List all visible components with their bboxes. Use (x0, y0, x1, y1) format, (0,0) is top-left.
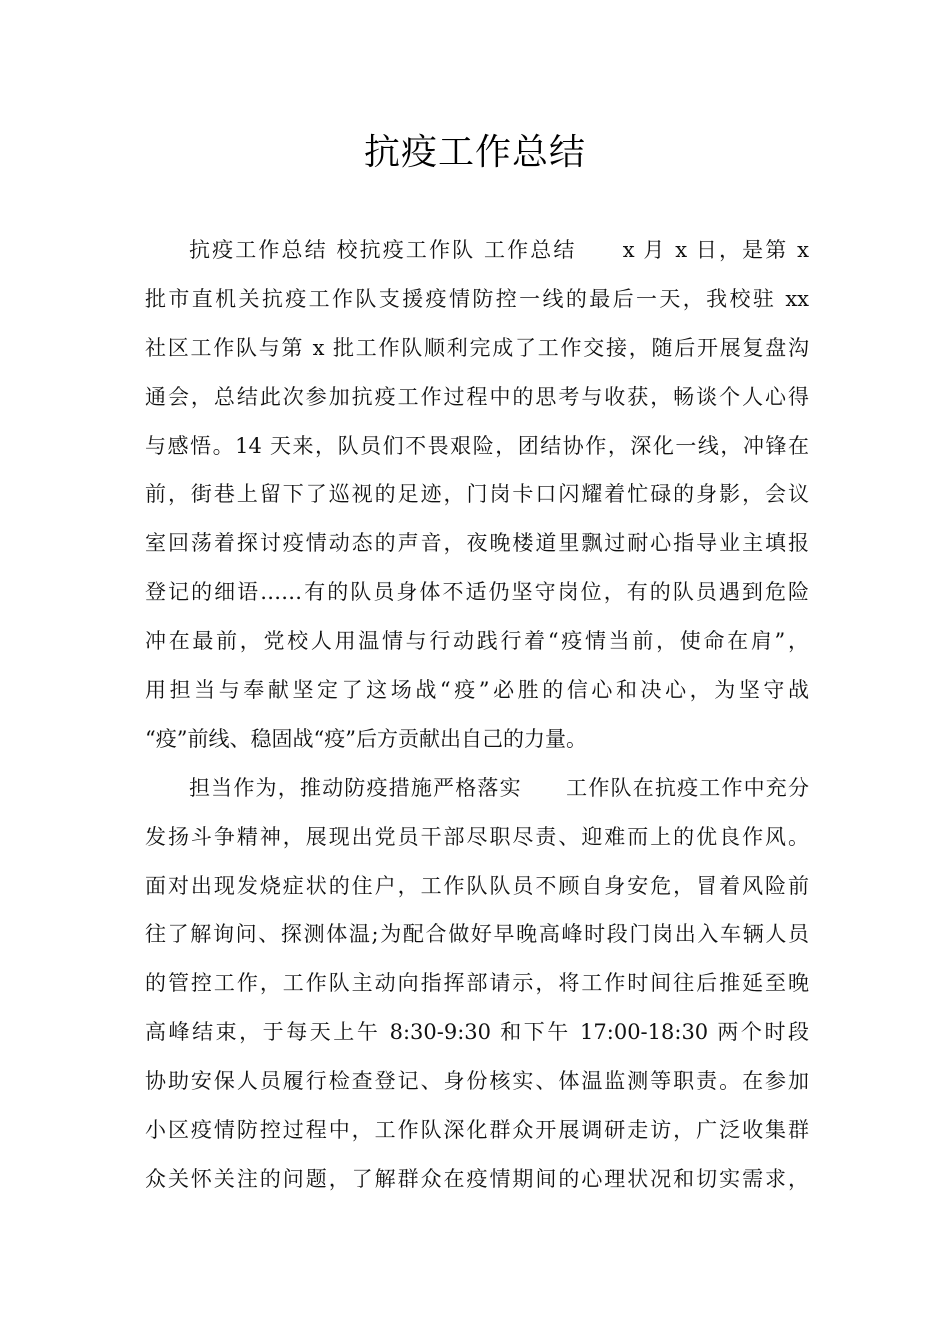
body-line: 众关怀关注的问题，了解群众在疫情期间的心理状况和切实需求， (145, 1166, 809, 1191)
document-body (145, 226, 809, 1204)
body-line: 与感悟。14 天来，队员们不畏艰险，团结协作，深化一线，冲锋在 (145, 433, 809, 458)
body-line: 小区疫情防控过程中，工作队深化群众开展调研走访，广泛收集群 (145, 1118, 809, 1143)
document-title: 抗疫工作总结 (363, 132, 586, 173)
body-line: 发扬斗争精神，展现出党员干部尽职尽责、迎难而上的优良作风。 (145, 824, 809, 849)
body-line: 担当作为，推动防疫措施严格落实 工作队在抗疫工作中充分 (189, 775, 809, 800)
body-line: 用担当与奉献坚定了这场战“疫”必胜的信心和决心，为坚守战 (145, 678, 809, 703)
body-line: 登记的细语……有的队员身体不适仍坚守岗位，有的队员遇到危险 (145, 580, 809, 605)
body-line: “疫”前线、稳固战“疫”后方贡献出自己的力量。 (145, 726, 587, 751)
body-line: 高峰结束，于每天上午 8:30-9:30 和下午 17:00-18:30 两个时段 (145, 1020, 809, 1045)
body-line: 批市直机关抗疫工作队支援疫情防控一线的最后一天，我校驻 xx (145, 286, 809, 311)
body-line: 前，街巷上留下了巡视的足迹，门岗卡口闪耀着忙碌的身影，会议 (145, 482, 809, 507)
body-line: 面对出现发烧症状的住户，工作队队员不顾自身安危，冒着风险前 (145, 873, 809, 898)
body-line: 通会，总结此次参加抗疫工作过程中的思考与收获，畅谈个人心得 (145, 384, 809, 409)
body-line: 协助安保人员履行检查登记、身份核实、体温监测等职责。在参加 (145, 1069, 809, 1094)
body-line: 冲在最前，党校人用温情与行动践行着“疫情当前，使命在肩”， (145, 629, 809, 654)
body-line: 社区工作队与第 x 批工作队顺利完成了工作交接，随后开展复盘沟 (145, 335, 809, 360)
body-line: 抗疫工作总结 校抗疫工作队 工作总结 x 月 x 日，是第 x (189, 238, 809, 262)
body-line: 室回荡着探讨疫情动态的声音，夜晚楼道里飘过耐心指导业主填报 (145, 531, 809, 556)
body-line: 往了解询问、探测体温;为配合做好早晚高峰时段门岗出入车辆人员 (145, 922, 809, 947)
body-line: 的管控工作，工作队主动向指挥部请示，将工作时间往后推延至晚 (145, 971, 809, 996)
